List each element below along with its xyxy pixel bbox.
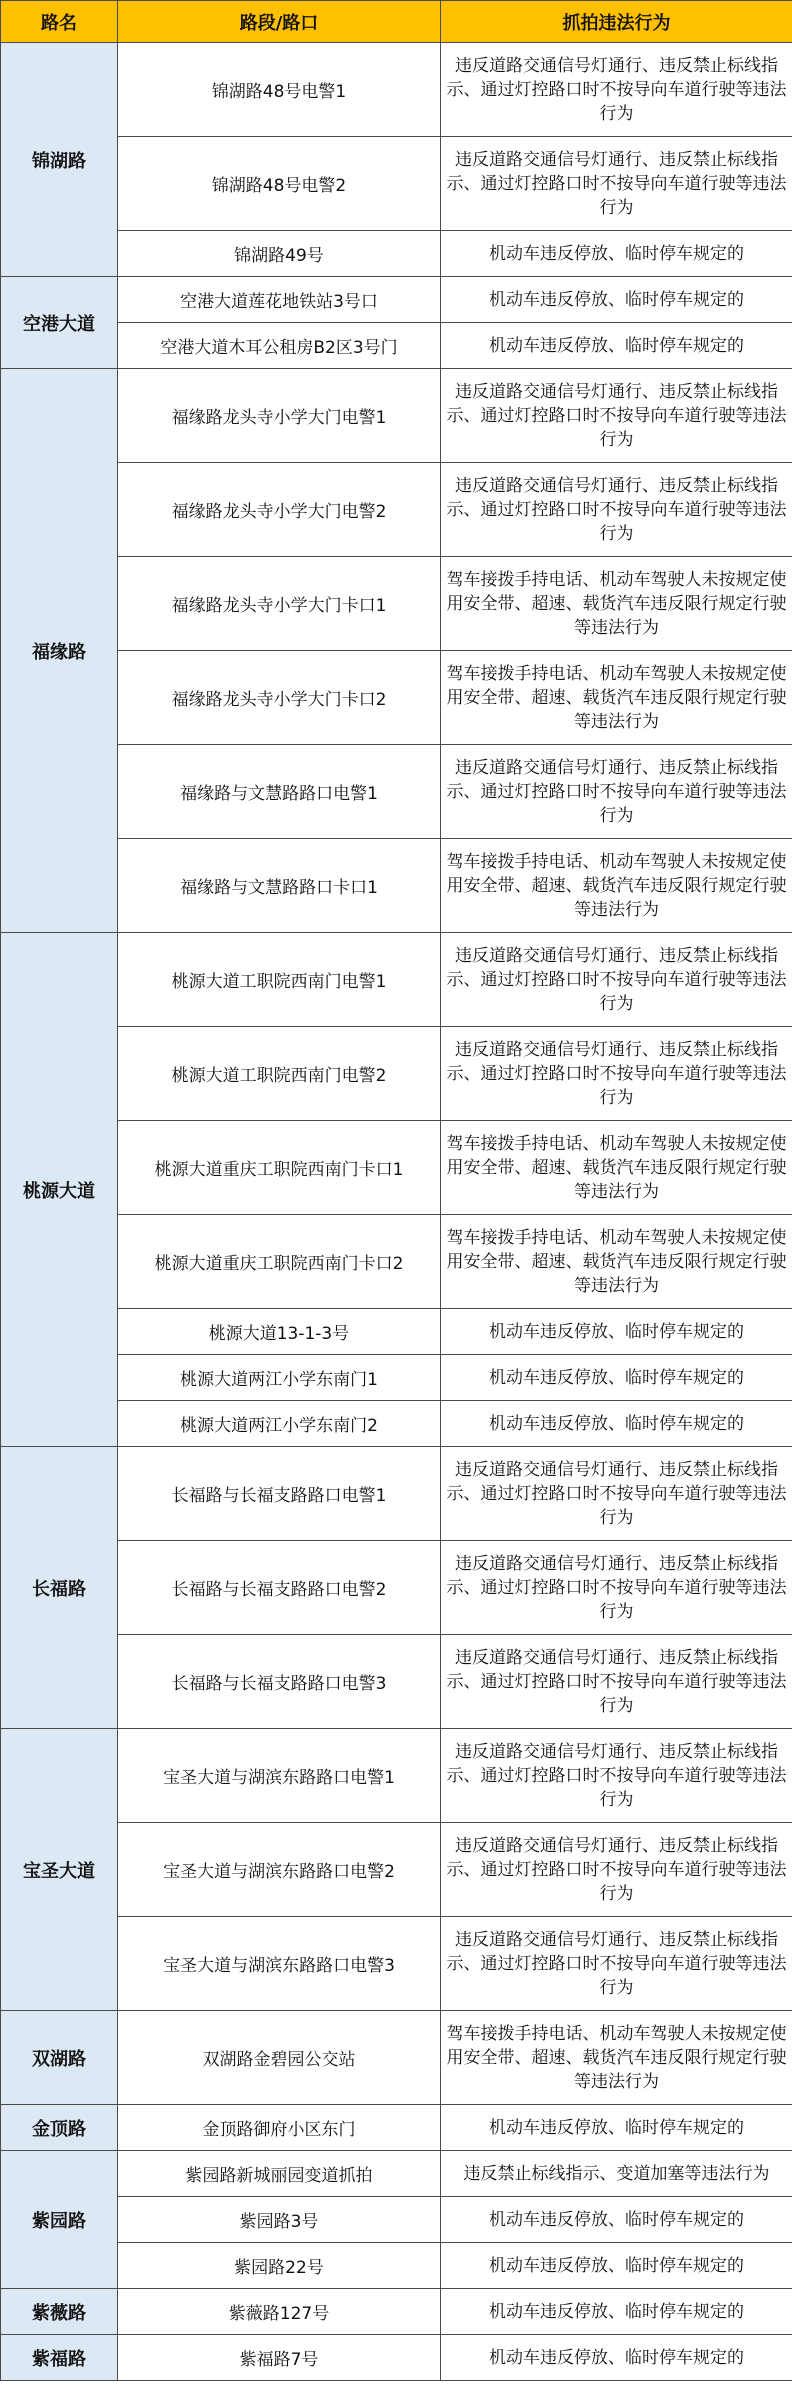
segment-cell: 紫园路3号: [118, 2197, 441, 2243]
road-name-cell: 紫福路: [1, 2335, 118, 2381]
behavior-cell: 违反道路交通信号灯通行、违反禁止标线指示、通过灯控路口时不按导向车道行驶等违法行为: [441, 1823, 792, 1917]
segment-cell: 紫薇路127号: [118, 2289, 441, 2335]
segment-cell: 长福路与长福支路路口电警1: [118, 1447, 441, 1541]
segment-cell: 桃源大道两江小学东南门2: [118, 1401, 441, 1447]
table-row: [1, 1635, 792, 1729]
road-name-cell: 紫园路: [1, 2151, 118, 2289]
segment-cell: 长福路与长福支路路口电警2: [118, 1541, 441, 1635]
segment-cell: 双湖路金碧园公交站: [118, 2011, 441, 2105]
table-row: [1, 1823, 792, 1917]
segment-cell: 紫园路新城丽园变道抓拍: [118, 2151, 441, 2197]
table-row: [1, 231, 792, 277]
behavior-cell: 违反道路交通信号灯通行、违反禁止标线指示、通过灯控路口时不按导向车道行驶等违法行为: [441, 369, 792, 463]
segment-cell: 金顶路御府小区东门: [118, 2105, 441, 2151]
behavior-cell: 违反道路交通信号灯通行、违反禁止标线指示、通过灯控路口时不按导向车道行驶等违法行为: [441, 1447, 792, 1541]
segment-cell: 宝圣大道与湖滨东路路口电警2: [118, 1823, 441, 1917]
behavior-cell: 机动车违反停放、临时停车规定的: [441, 2105, 792, 2151]
behavior-cell: 违反禁止标线指示、变道加塞等违法行为: [441, 2151, 792, 2197]
behavior-cell: 机动车违反停放、临时停车规定的: [441, 2243, 792, 2289]
behavior-cell: 机动车违反停放、临时停车规定的: [441, 1401, 792, 1447]
segment-cell: 空港大道木耳公租房B2区3号门: [118, 323, 441, 369]
behavior-cell: 违反道路交通信号灯通行、违反禁止标线指示、通过灯控路口时不按导向车道行驶等违法行为: [441, 1027, 792, 1121]
segment-cell: 福缘路龙头寺小学大门卡口1: [118, 557, 441, 651]
table-row: [1, 1215, 792, 1309]
table-body: [1, 43, 792, 2381]
segment-cell: 福缘路龙头寺小学大门电警2: [118, 463, 441, 557]
table-row: [1, 2335, 792, 2381]
behavior-cell: 违反道路交通信号灯通行、违反禁止标线指示、通过灯控路口时不按导向车道行驶等违法行为: [441, 1917, 792, 2011]
road-name-cell: 锦湖路: [1, 43, 118, 277]
behavior-cell: 驾车接拨手持电话、机动车驾驶人未按规定使用安全带、超速、载货汽车违反限行规定行驶等违法行为: [441, 651, 792, 745]
table-row: [1, 463, 792, 557]
segment-cell: 锦湖路48号电警2: [118, 137, 441, 231]
table-row: [1, 2243, 792, 2289]
road-name-cell: 紫薇路: [1, 2289, 118, 2335]
behavior-cell: 机动车违反停放、临时停车规定的: [441, 1309, 792, 1355]
behavior-cell: 违反道路交通信号灯通行、违反禁止标线指示、通过灯控路口时不按导向车道行驶等违法行为: [441, 1635, 792, 1729]
behavior-cell: 机动车违反停放、临时停车规定的: [441, 231, 792, 277]
table-row: [1, 933, 792, 1027]
behavior-cell: 机动车违反停放、临时停车规定的: [441, 2335, 792, 2381]
behavior-cell: 机动车违反停放、临时停车规定的: [441, 2289, 792, 2335]
segment-cell: 锦湖路49号: [118, 231, 441, 277]
road-name-cell: 长福路: [1, 1447, 118, 1729]
road-name-cell: 金顶路: [1, 2105, 118, 2151]
table-row: [1, 1447, 792, 1541]
behavior-cell: 驾车接拨手持电话、机动车驾驶人未按规定使用安全带、超速、载货汽车违反限行规定行驶等违法行为: [441, 1215, 792, 1309]
table-row: [1, 2011, 792, 2105]
segment-cell: 宝圣大道与湖滨东路路口电警1: [118, 1729, 441, 1823]
segment-cell: 宝圣大道与湖滨东路路口电警3: [118, 1917, 441, 2011]
behavior-cell: 违反道路交通信号灯通行、违反禁止标线指示、通过灯控路口时不按导向车道行驶等违法行为: [441, 933, 792, 1027]
behavior-cell: 机动车违反停放、临时停车规定的: [441, 277, 792, 323]
header-row: [1, 1, 792, 43]
table-row: [1, 2289, 792, 2335]
table-row: [1, 369, 792, 463]
header-road: 路名: [1, 1, 118, 43]
segment-cell: 福缘路龙头寺小学大门卡口2: [118, 651, 441, 745]
table-row: [1, 557, 792, 651]
behavior-cell: 违反道路交通信号灯通行、违反禁止标线指示、通过灯控路口时不按导向车道行驶等违法行为: [441, 1729, 792, 1823]
segment-cell: 桃源大道两江小学东南门1: [118, 1355, 441, 1401]
table-row: [1, 1729, 792, 1823]
table-row: [1, 1309, 792, 1355]
header-behavior: 抓拍违法行为: [441, 1, 792, 43]
table-row: [1, 1027, 792, 1121]
segment-cell: 长福路与长福支路路口电警3: [118, 1635, 441, 1729]
table-row: [1, 745, 792, 839]
segment-cell: 福缘路与文慧路路口电警1: [118, 745, 441, 839]
table-row: [1, 43, 792, 137]
behavior-cell: 违反道路交通信号灯通行、违反禁止标线指示、通过灯控路口时不按导向车道行驶等违法行为: [441, 745, 792, 839]
road-name-cell: 双湖路: [1, 2011, 118, 2105]
segment-cell: 桃源大道重庆工职院西南门卡口2: [118, 1215, 441, 1309]
road-name-cell: 宝圣大道: [1, 1729, 118, 2011]
behavior-cell: 违反道路交通信号灯通行、违反禁止标线指示、通过灯控路口时不按导向车道行驶等违法行为: [441, 463, 792, 557]
table-row: [1, 1401, 792, 1447]
table-row: [1, 2151, 792, 2197]
segment-cell: 福缘路龙头寺小学大门电警1: [118, 369, 441, 463]
behavior-cell: 驾车接拨手持电话、机动车驾驶人未按规定使用安全带、超速、载货汽车违反限行规定行驶等违法行为: [441, 2011, 792, 2105]
table-row: [1, 277, 792, 323]
behavior-cell: 违反道路交通信号灯通行、违反禁止标线指示、通过灯控路口时不按导向车道行驶等违法行为: [441, 43, 792, 137]
road-name-cell: 空港大道: [1, 277, 118, 369]
behavior-cell: 机动车违反停放、临时停车规定的: [441, 1355, 792, 1401]
segment-cell: 桃源大道工职院西南门电警1: [118, 933, 441, 1027]
table-row: [1, 1121, 792, 1215]
segment-cell: 桃源大道13-1-3号: [118, 1309, 441, 1355]
segment-cell: 桃源大道重庆工职院西南门卡口1: [118, 1121, 441, 1215]
behavior-cell: 驾车接拨手持电话、机动车驾驶人未按规定使用安全带、超速、载货汽车违反限行规定行驶等违法行为: [441, 1121, 792, 1215]
behavior-cell: 违反道路交通信号灯通行、违反禁止标线指示、通过灯控路口时不按导向车道行驶等违法行为: [441, 137, 792, 231]
behavior-cell: 驾车接拨手持电话、机动车驾驶人未按规定使用安全带、超速、载货汽车违反限行规定行驶等违法行为: [441, 839, 792, 933]
table-row: [1, 1917, 792, 2011]
behavior-cell: 驾车接拨手持电话、机动车驾驶人未按规定使用安全带、超速、载货汽车违反限行规定行驶等违法行为: [441, 557, 792, 651]
table-row: [1, 1541, 792, 1635]
behavior-cell: 机动车违反停放、临时停车规定的: [441, 323, 792, 369]
segment-cell: 桃源大道工职院西南门电警2: [118, 1027, 441, 1121]
segment-cell: 锦湖路48号电警1: [118, 43, 441, 137]
table-row: [1, 1355, 792, 1401]
table-row: [1, 651, 792, 745]
road-name-cell: 桃源大道: [1, 933, 118, 1447]
behavior-cell: 违反道路交通信号灯通行、违反禁止标线指示、通过灯控路口时不按导向车道行驶等违法行为: [441, 1541, 792, 1635]
segment-cell: 空港大道莲花地铁站3号口: [118, 277, 441, 323]
segment-cell: 紫园路22号: [118, 2243, 441, 2289]
segment-cell: 紫福路7号: [118, 2335, 441, 2381]
road-name-cell: 福缘路: [1, 369, 118, 933]
behavior-cell: 机动车违反停放、临时停车规定的: [441, 2197, 792, 2243]
table-row: [1, 323, 792, 369]
header-segment: 路段/路口: [118, 1, 441, 43]
table-row: [1, 137, 792, 231]
segment-cell: 福缘路与文慧路路口卡口1: [118, 839, 441, 933]
table-row: [1, 2197, 792, 2243]
table-row: [1, 839, 792, 933]
table-row: [1, 2105, 792, 2151]
